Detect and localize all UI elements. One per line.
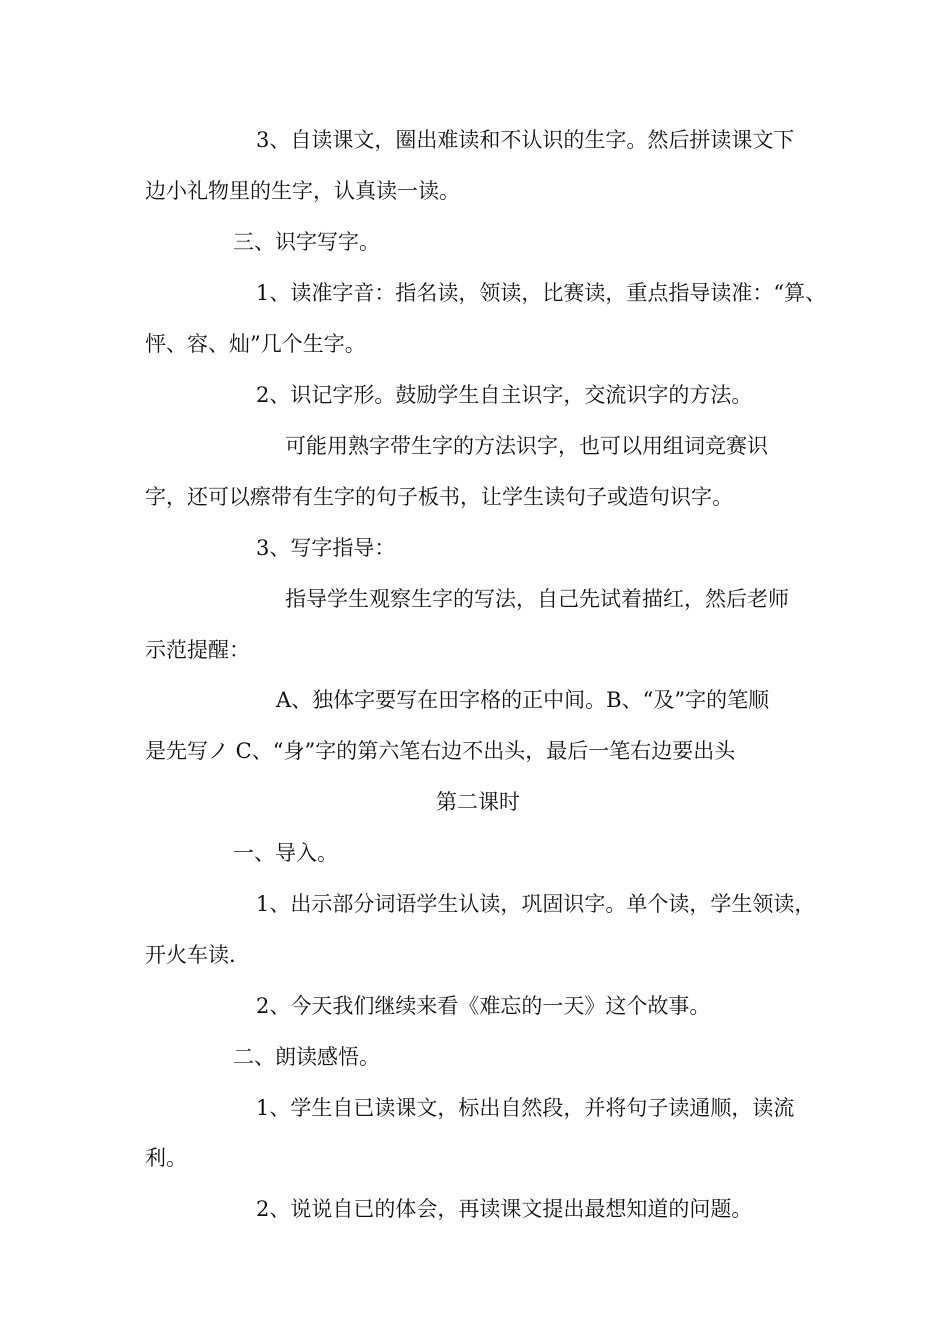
line-11 [0, 630, 950, 670]
heading-literacy [0, 222, 950, 262]
line-7-text: 可能用熟字带生字的方法识字，也可以用组词竞赛识 [285, 434, 768, 458]
line-17 [0, 935, 950, 975]
line-8-text: 字，还可以瘵带有生字的句子板书，让学生读句子或造句识字。 [145, 485, 733, 509]
line-17-text: 开火车读. [145, 943, 236, 967]
line-1-text: 3、自读课文，圈出难读和不认识的生字。然后拼读课文下 [256, 128, 795, 152]
line-12 [0, 680, 950, 720]
heading-intro-text: 一、导入。 [233, 841, 338, 865]
heading-literacy-text: 三、识字写字。 [233, 230, 380, 254]
line-21-text: 利。 [145, 1146, 187, 1170]
section-title-text: 第二课时 [436, 790, 520, 814]
line-5 [0, 324, 950, 364]
section-title [0, 782, 950, 822]
line-13 [0, 731, 950, 771]
line-13-text: 是先写ノ C、“身”字的第六笔右边不出头，最后一笔右边要出头 [145, 739, 736, 763]
line-9 [0, 528, 950, 568]
line-9-text: 3、写字指导： [256, 536, 396, 560]
line-10-text: 指导学生观察生字的写法，自己先试着描红，然后老师 [285, 587, 789, 611]
line-2 [0, 171, 950, 211]
line-20-text: 1、学生自已读课文，标出自然段，并将句子读通顺，读流 [256, 1096, 795, 1120]
heading-reading-text: 二、朗读感悟。 [233, 1045, 380, 1069]
line-8 [0, 477, 950, 517]
line-12-text: A、独体字要写在田字格的正中间。B、“及”字的笔顺 [276, 688, 770, 712]
line-11-text: 示范提醒： [145, 638, 250, 662]
line-16 [0, 884, 950, 924]
heading-reading [0, 1037, 950, 1077]
line-1 [0, 120, 950, 160]
line-10 [0, 579, 950, 619]
line-2-text: 边小礼物里的生字，认真读一读。 [145, 179, 460, 203]
line-20 [0, 1088, 950, 1128]
line-21 [0, 1138, 950, 1178]
line-18 [0, 986, 950, 1026]
line-22 [0, 1189, 950, 1229]
line-4-text: 1、读准字音：指名读，领读，比赛读，重点指导读准：“算、 [256, 281, 827, 305]
line-5-text: 怦、容、灿”几个生字。 [145, 332, 366, 356]
line-6-text: 2、识记字形。鼓励学生自主识字，交流识字的方法。 [256, 383, 753, 407]
line-16-text: 1、出示部分词语学生认读，巩固识字。单个读，学生领读， [256, 892, 816, 916]
line-4 [0, 273, 950, 313]
line-22-text: 2、说说自已的体会，再读课文提出最想知道的问题。 [256, 1197, 753, 1221]
line-18-text: 2、今天我们继续来看《难忘的一天》这个故事。 [256, 994, 711, 1018]
line-6 [0, 375, 950, 415]
line-7 [0, 426, 950, 466]
heading-intro [0, 833, 950, 873]
